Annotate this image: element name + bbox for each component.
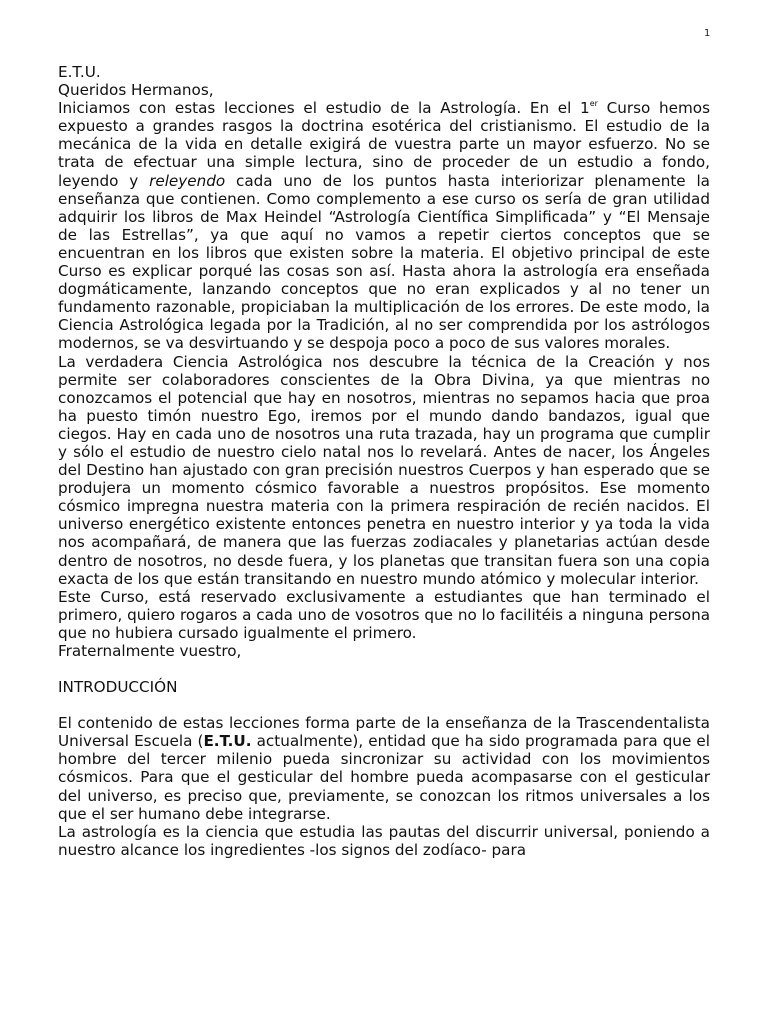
- page-number: 1: [704, 28, 711, 39]
- paragraph-text: actualmente), entidad que ha sido programada para que el hombre del tercer milenio pueda sincronizar su actividad con los movimientos cósmicos. Para que el gesticular del hombre pueda acompasarse con el gesticular del universo, es preciso que, previamente, se conozcan los ritmos universales a los que el ser humano debe integrarse.: [58, 732, 710, 823]
- document-body: [58, 63, 710, 859]
- paragraph-reserved-course: Este Curso, está reservado exclusivamente a estudiantes que han terminado el primero, quiero rogaros a cada uno de vosotros que no lo facilitéis a ninguna persona que no hubiera cursado igualmente el primero.: [58, 587, 710, 642]
- paragraph-intro-course: [58, 99, 710, 352]
- spacer: [58, 696, 710, 714]
- paragraph-introduction: [58, 714, 710, 823]
- paragraph-text: El contenido de estas lecciones forma parte de la enseñanza de la Trascendentalista Universal Escuela (: [58, 714, 710, 751]
- spacer: [58, 660, 710, 678]
- paragraph-text: cada uno de los puntos hasta interiorizar plenamente la enseñanza que contienen. Como complemento a ese curso os sería de gran utilidad adquirir los libros de Max Heindel “Astrología Científica Simplificada” y “El Mensaje de las Estrellas”, ya que aquí no vamos a repetir ciertos conceptos que se encuentran en los libros que existen sobre la materia. El objetivo principal de este Curso es explicar porqué las cosas son así. Hasta ahora la astrología era enseñada dogmáticamente, lanzando conceptos que no eran explicados y al no tener un fundamento razonable, propiciaban la multiplicación de los errores. De este modo, la Ciencia Astrológica legada por la Tradición, al no ser comprendida por los astrólogos modernos, se va desvirtuando y se despoja poco a poco de sus valores morales.: [58, 171, 710, 353]
- salutation: Queridos Hermanos,: [58, 81, 214, 100]
- closing-line: Fraternalmente vuestro,: [58, 642, 242, 660]
- paragraph-true-astrology: La verdadera Ciencia Astrológica nos descubre la técnica de la Creación y nos permite ser colaboradores conscientes de la Obra Divina, ya que mientras no conozcamos el potencial que hay en nosotros, mientras no sepamos hacia que proa ha puesto timón nuestro Ego, iremos por el mundo dando bandazos, igual que ciegos. Hay en cada uno de nosotros una ruta trazada, hay un programa que cumplir y sólo el estudio de nuestro cielo natal nos lo revelará. Antes de nacer, los Ángeles del Destino han ajustado con gran precisión nuestros Cuerpos y han esperado que se produjera un momento cósmico favorable a nuestros propósitos. Ese momento cósmico impregna nuestra materia con la primera respiración de recién nacidos. El universo energético existente entonces penetra en nuestro interior y ya toda la vida nos acompañará, de manera que las fuerzas zodiacales y planetarias actúan desde dentro de nosotros, no desde fuera, y los planetas que transitan fuera son una copia exacta de los que están transitando en nuestro mundo atómico y molecular interior.: [58, 352, 710, 588]
- paragraph-astrology-definition: La astrología es la ciencia que estudia las pautas del discurrir universal, poniendo a nuestro alcance los ingredientes -los signos del zodíaco- para: [58, 822, 710, 859]
- paragraph-text: Iniciamos con estas lecciones el estudio de la Astrología. En el 1: [58, 99, 590, 118]
- organization-line: E.T.U.: [58, 63, 101, 81]
- emphasis-text: releyendo: [149, 171, 226, 190]
- ordinal-superscript: er: [589, 99, 598, 109]
- paragraph-text: Curso hemos expuesto a grandes rasgos la doctrina esotérica del cristianismo. El estudio de la mecánica de la vida en detalle exigirá de vuestra parte un mayor esfuerzo. No se trata de efectuar una simple lectura, sino de proceder de un estudio a fondo, leyendo y: [58, 99, 710, 190]
- bold-acronym: E.T.U.: [203, 732, 252, 751]
- section-heading: INTRODUCCIÓN: [58, 678, 178, 697]
